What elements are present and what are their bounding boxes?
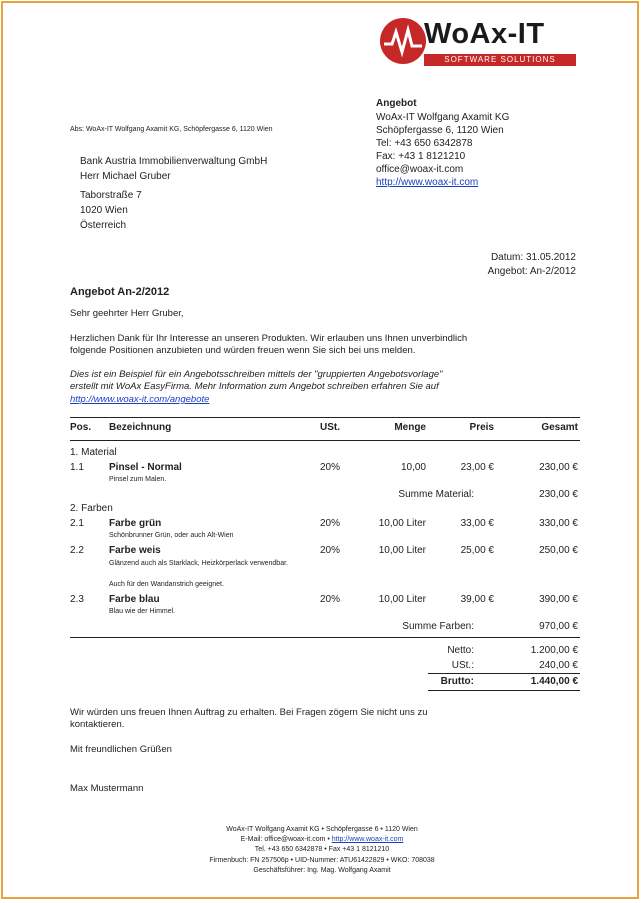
offer-street: Schöpfergasse 6, 1120 Wien [376,125,504,136]
signature-name: Max Mustermann [70,783,144,794]
item-price: 25,00 € [460,545,494,556]
sender-line: Abs: WoAx-IT Wolfgang Axamit KG, Schöpfergasse 6, 1120 Wien [70,126,273,133]
greeting: Mit freundlichen Grüßen [70,744,172,755]
salutation: Sehr geehrter Herr Gruber, [70,308,184,319]
item-price: 23,00 € [460,462,494,473]
recipient-line: Herr Michael Gruber [80,171,171,182]
group-sum: 230,00 € [539,489,578,500]
item-desc: Auch für den Wandanstrich geeignet. [109,581,224,588]
gross-amount: 1.440,00 € [530,676,578,687]
offer-company: WoAx-IT Wolfgang Axamit KG [376,112,510,123]
footer-email: E-Mail: office@woax-it.com • [240,836,332,843]
header-total: Gesamt [541,422,578,433]
header-desc: Bezeichnung [109,422,172,433]
item-name: Pinsel - Normal [109,462,182,473]
document-date: Datum: 31.05.2012 [490,252,576,263]
net-amount: 1.200,00 € [530,645,578,656]
table-bottom-rule [70,637,580,638]
item-name: Farbe grün [109,518,162,529]
footer-contact [0,835,644,845]
group-sum-label: Summe Material: [398,489,474,500]
gross-label: Brutto: [440,676,474,687]
item-desc: Glänzend auch als Starklack, Heizkörperlack verwendbar. [109,560,288,567]
offer-web-link[interactable]: http://www.woax-it.com [376,177,479,188]
table-header [70,421,580,437]
item-qty: 10,00 Liter [378,594,426,605]
item-qty: 10,00 Liter [378,545,426,556]
table-top-rule [70,417,580,418]
net-label: Netto: [447,645,474,656]
recipient-line: 1020 Wien [80,205,128,216]
totals-bottom-rule [428,690,580,691]
item-name: Farbe weis [109,545,161,556]
item-vat: 20% [320,545,341,556]
closing-line: kontaktieren. [70,719,125,730]
item-desc: Schönbrunner Grün, oder auch Alt-Wien [109,532,234,539]
note-link[interactable]: http://www.woax-it.com/angebote [70,394,210,405]
footer-line: Firmenbuch: FN 257506p • UID-Nummer: ATU61422829 • WKO: 708038 [209,857,435,864]
header-vat: USt. [320,422,340,433]
group-sum-label: Summe Farben: [402,621,474,632]
intro-line: Herzlichen Dank für Ihr Interesse an unseren Produkten. Wir erlauben uns Ihnen unverbindlich [70,333,468,344]
item-total: 230,00 € [539,462,578,473]
item-name: Farbe blau [109,594,160,605]
logo-mark-icon [378,16,428,66]
document-title: Angebot An-2/2012 [70,286,170,298]
item-total: 250,00 € [539,545,578,556]
note-line: Dies ist ein Beispiel für ein Angebotsschreiben mittels der "gruppierten Angebotsvorlage" [70,369,443,380]
item-qty: 10,00 [400,462,426,473]
item-pos: 1.1 [70,462,84,473]
logo-tagline: SOFTWARE SOLUTIONS [424,54,576,66]
item-qty: 10,00 Liter [378,518,426,529]
group-label: 2. Farben [70,503,113,514]
header-qty: Menge [394,422,426,433]
recipient-line: Bank Austria Immobilienverwaltung GmbH [80,156,268,167]
item-desc: Blau wie der Himmel. [109,608,176,615]
item-price: 33,00 € [460,518,494,529]
item-vat: 20% [320,518,341,529]
note-line: erstellt mit WoAx EasyFirma. Mehr Information zum Angebot schreiben erfahren Sie auf [70,381,439,392]
item-pos: 2.1 [70,518,84,529]
footer-line: Tel. +43 650 6342878 • Fax +43 1 8121210 [254,846,390,853]
offer-box-title: Angebot [376,98,417,109]
logo-name: WoAx-IT [424,18,545,50]
footer-line: WoAx-IT Wolfgang Axamit KG • Schöpfergasse 6 • 1120 Wien [226,826,418,833]
offer-fax: Fax: +43 1 8121210 [376,151,466,162]
group-label: 1. Material [70,447,117,458]
group-sum: 970,00 € [539,621,578,632]
header-pos: Pos. [70,422,92,433]
recipient-line: Taborstraße 7 [80,190,142,201]
totals-rule [428,673,580,674]
footer-line: Geschäftsführer: Ing. Mag. Wolfgang Axamit [253,867,391,874]
item-pos: 2.2 [70,545,84,556]
closing-line: Wir würden uns freuen Ihnen Auftrag zu erhalten. Bei Fragen zögern Sie nicht uns zu [70,707,428,718]
recipient-line: Österreich [80,220,127,231]
item-vat: 20% [320,462,341,473]
offer-tel: Tel: +43 650 6342878 [376,138,473,149]
item-total: 330,00 € [539,518,578,529]
vat-label: USt.: [451,660,474,671]
header-price: Preis [469,422,494,433]
company-logo [378,16,578,68]
item-price: 39,00 € [460,594,494,605]
footer-web-link[interactable]: http://www.woax-it.com [331,836,404,843]
intro-line: folgende Positionen anzubieten und würden freuen wenn Sie sich bei uns melden. [70,345,416,356]
item-total: 390,00 € [539,594,578,605]
document-offer-number: Angebot: An-2/2012 [487,266,576,277]
table-header-rule [70,440,580,441]
item-desc: Pinsel zum Malen. [109,476,167,483]
item-vat: 20% [320,594,341,605]
vat-amount: 240,00 € [539,660,578,671]
item-pos: 2.3 [70,594,84,605]
offer-email: office@woax-it.com [376,164,464,175]
